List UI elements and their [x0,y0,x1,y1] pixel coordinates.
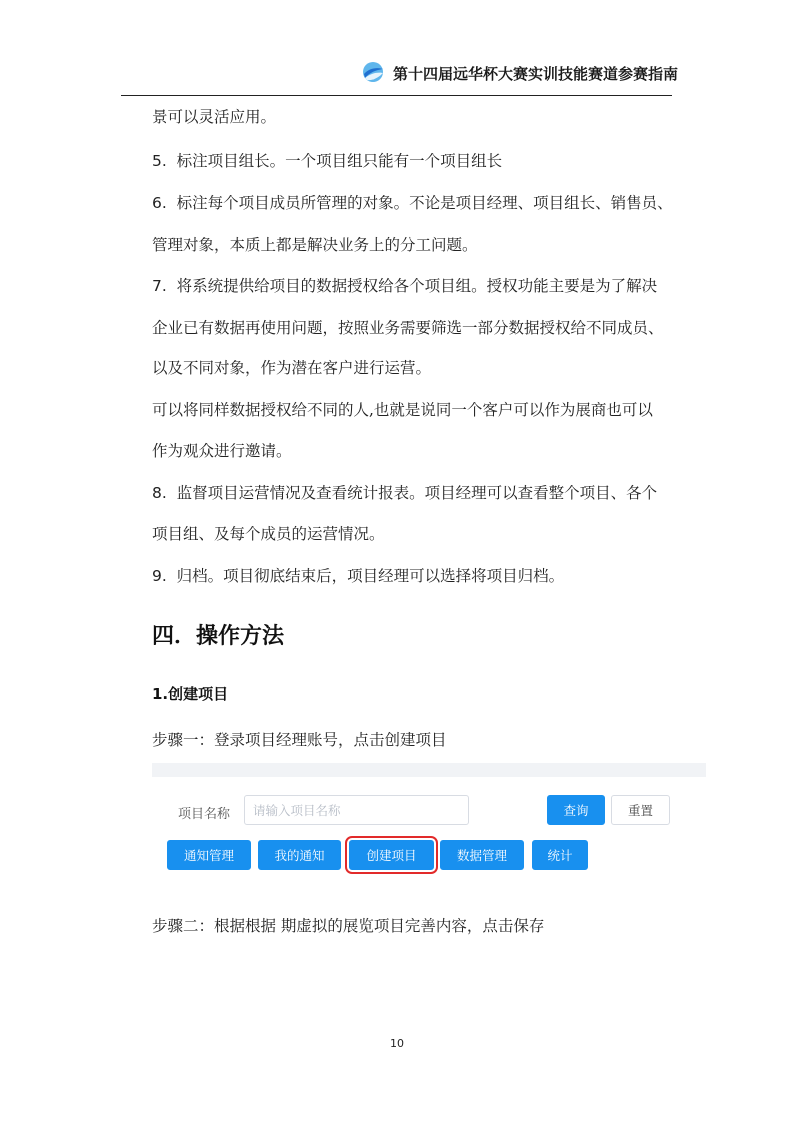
header-divider [121,95,672,96]
paragraph-line: 7. 将系统提供给项目的数据授权给各个项目组。授权功能主要是为了解决 [152,277,658,295]
globe-swoosh-logo-icon [361,60,385,84]
project-name-input[interactable] [244,795,469,825]
paragraph-line: 以及不同对象，作为潜在客户进行运营。 [152,359,432,377]
step-two-text: 步骤二：根据根据 期虚拟的展览项目完善内容，点击保存 [152,917,545,935]
embedded-ui-screenshot [152,763,706,883]
reset-button[interactable]: 重置 [611,795,670,825]
paragraph-line: 管理对象，本质上都是解决业务上的分工问题。 [152,236,478,254]
paragraph-line: 可以将同样数据授权给不同的人,也就是说同一个客户可以作为展商也可以 [152,401,653,419]
paragraph-line: 5. 标注项目组长。一个项目组只能有一个项目组长 [152,152,503,170]
paragraph-line: 项目组、及每个成员的运营情况。 [152,525,385,543]
page-number: 10 [390,1037,404,1050]
screenshot-top-strip [152,763,706,777]
subsection-title: 1.创建项目 [152,685,229,703]
paragraph-line: 9. 归档。项目彻底结束后，项目经理可以选择将项目归档。 [152,567,565,585]
header-title: 第十四届远华杯大赛实训技能赛道参赛指南 [393,65,679,83]
data-management-button[interactable]: 数据管理 [440,840,524,870]
create-project-button[interactable]: 创建项目 [349,840,434,870]
statistics-button[interactable]: 统计 [532,840,588,870]
paragraph-line: 企业已有数据再使用问题，按照业务需要筛选一部分数据授权给不同成员、 [152,319,664,337]
paragraph-line: 6. 标注每个项目成员所管理的对象。不论是项目经理、项目组长、销售员、 [152,194,673,212]
notice-management-button[interactable]: 通知管理 [167,840,251,870]
paragraph-line: 作为观众进行邀请。 [152,442,292,460]
step-one-text: 步骤一：登录项目经理账号，点击创建项目 [152,731,447,749]
paragraph-line: 8. 监督项目运营情况及查看统计报表。项目经理可以查看整个项目、各个 [152,484,658,502]
project-name-label: 项目名称 [178,807,231,822]
query-button[interactable]: 查询 [547,795,605,825]
my-notices-button[interactable]: 我的通知 [258,840,341,870]
paragraph-line: 景可以灵活应用。 [152,108,277,126]
section-title: 四．操作方法 [152,624,285,649]
